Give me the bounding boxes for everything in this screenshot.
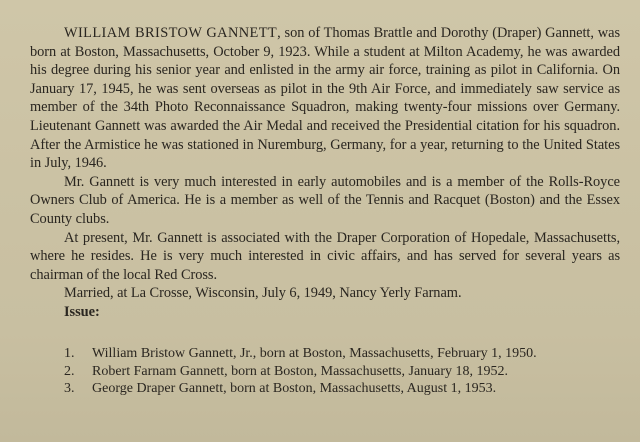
issue-list (64, 345, 604, 398)
issue-number: 2. (64, 363, 75, 379)
paragraph-biography (30, 24, 620, 173)
paragraph-career: At present, Mr. Gannett is associated with the Draper Corporation of Hopedale, Massachusetts, where he resides. He is very much interested in civic affairs, and has served for several years as chairman of the local Red Cross. (30, 229, 620, 283)
issue-item (64, 345, 604, 363)
issue-heading: Issue: (64, 303, 100, 320)
issue-item (64, 380, 604, 398)
issue-number: 3. (64, 381, 75, 396)
issue-text: George Draper Gannett, born at Boston, Massachusetts, August 1, 1953. (92, 381, 497, 396)
issue-item (64, 363, 604, 381)
paragraph-biography-body: , son of Thomas Brattle and Dorothy (Draper) Gannett, was born at Boston, Massachusetts, October 9, 1923. While a student at Milton Academy, he was awarded his degree during his senior year and enlisted in the army air force, training as pilot in California. On January 17, 1945, he was sent overseas as pilot in the 9th Air Force, and immediately saw service as member of the 34th Photo Reconnaissance Squadron, making twenty-four missions over Germany. Lieutenant Gannett was awarded the Air Medal and received the Presidential citation for his squadron. After the Armistice he was stationed in Nuremburg, Germany, for a year, returning to the United States in July, 1946. (30, 25, 621, 172)
paragraph-interests: Mr. Gannett is very much interested in early automobiles and is a member of the Rolls-Royce Owners Club of America. He is a member as well of the Tennis and Racquet (Boston) and the Essex County clubs. (30, 173, 620, 227)
biography-text (30, 24, 620, 322)
issue-number: 1. (64, 346, 75, 361)
paragraph-marriage: Married, at La Crosse, Wisconsin, July 6, 1949, Nancy Yerly Farnam. (64, 285, 462, 302)
issue-text: Robert Farnam Gannett, born at Boston, Massachusetts, January 18, 1952. (92, 363, 509, 379)
issue-text: William Bristow Gannett, Jr., born at Boston, Massachusetts, February 1, 1950. (92, 346, 537, 361)
subject-name: WILLIAM BRISTOW GANNETT (64, 25, 278, 41)
